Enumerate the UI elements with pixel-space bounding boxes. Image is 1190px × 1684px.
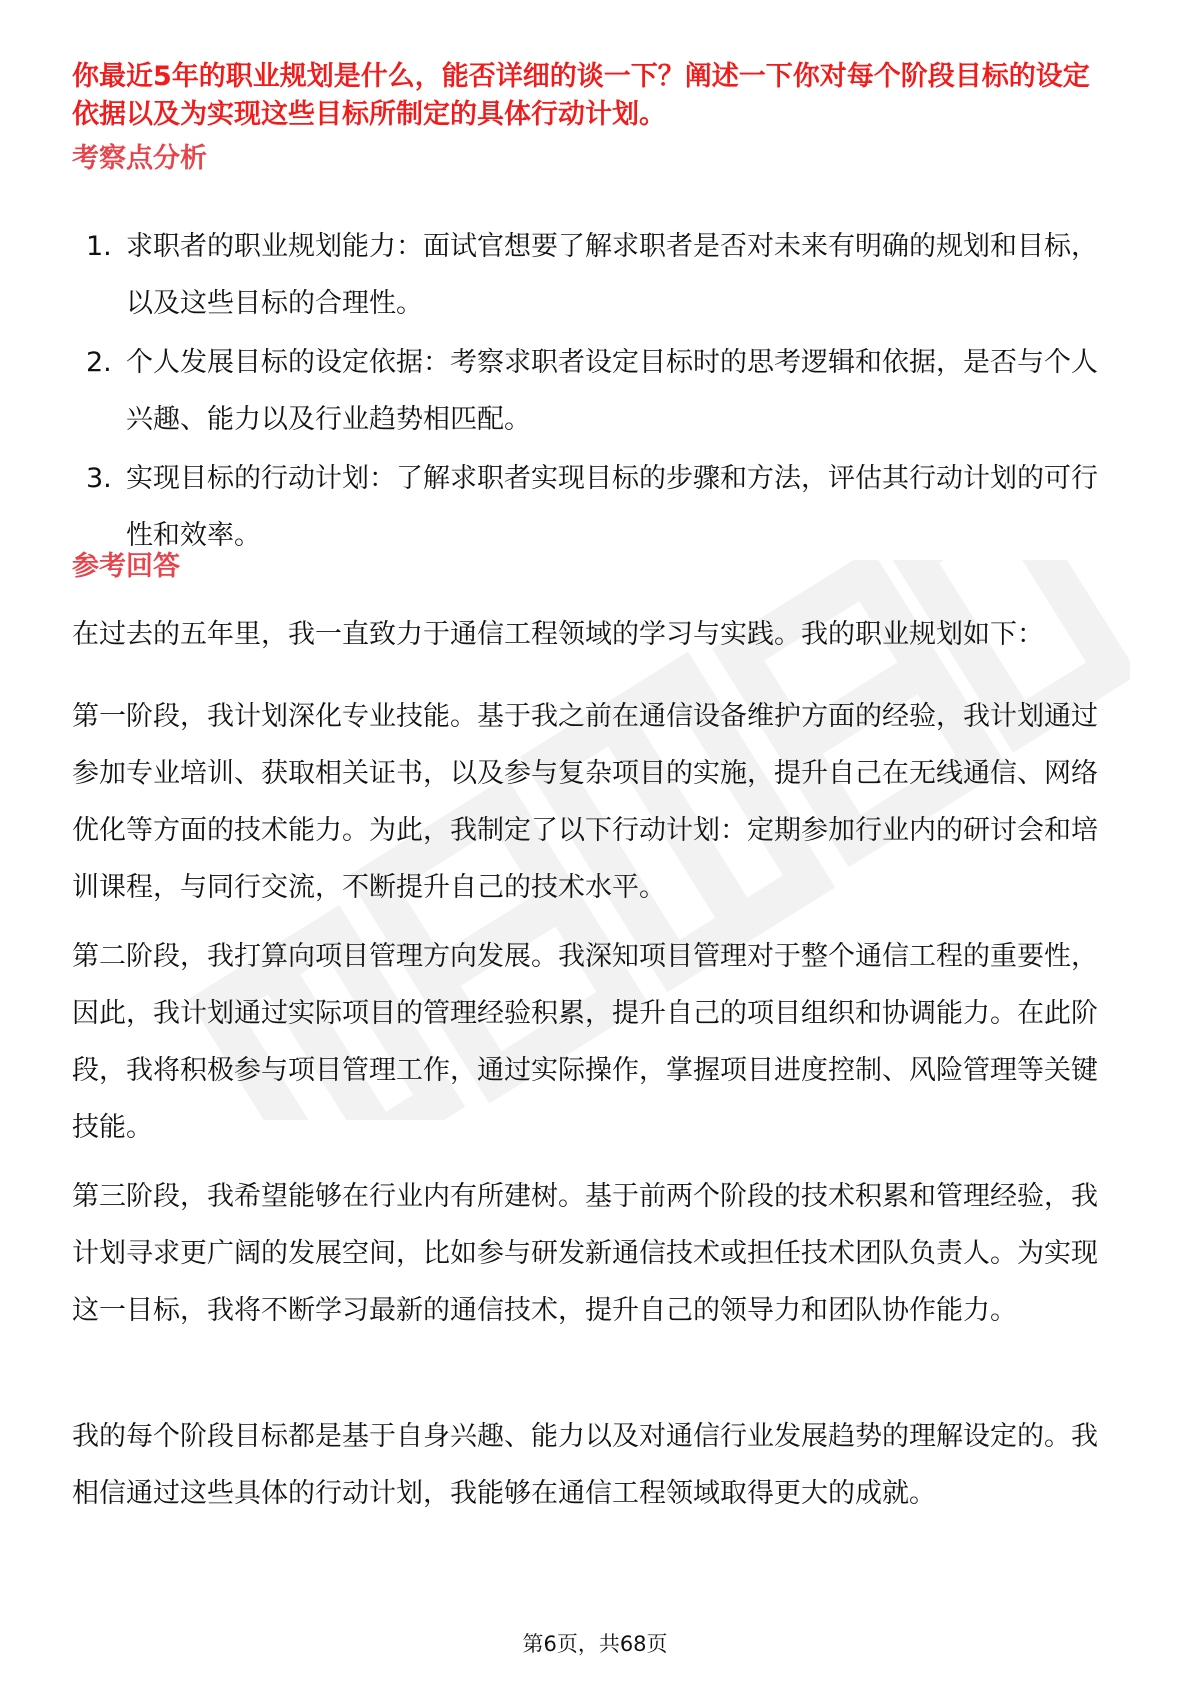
page-footer: 第6页，共68页 <box>522 1632 668 1656</box>
list-item-number: 3. <box>86 463 112 494</box>
analysis-list <box>72 218 1117 566</box>
answer-paragraph-stage-1: 第一阶段，我计划深化专业技能。基于我之前在通信设备维护方面的经验，我计划通过参加专业培训、获取相关证书，以及参与复杂项目的实施，提升自己在无线通信、网络优化等方面的技术能力。为此，我制定了以下行动计划：定期参加行业内的研讨会和培训课程，与同行交流，不断提升自己的技术水平。 <box>72 701 1098 903</box>
list-item-text: 个人发展目标的设定依据：考察求职者设定目标时的思考逻辑和依据，是否与个人兴趣、能力以及行业趋势相匹配。 <box>126 347 1098 435</box>
answer-paragraph-intro: 在过去的五年里，我一直致力于通信工程领域的学习与实践。我的职业规划如下： <box>72 619 1044 650</box>
list-item <box>72 450 1117 564</box>
list-item-number: 2. <box>86 347 112 378</box>
list-item-text: 实现目标的行动计划：了解求职者实现目标的步骤和方法，评估其行动计划的可行性和效率。 <box>126 463 1098 551</box>
answer-paragraph-stage-3: 第三阶段，我希望能够在行业内有所建树。基于前两个阶段的技术积累和管理经验，我计划寻求更广阔的发展空间，比如参与研发新通信技术或担任技术团队负责人。为实现这一目标，我将不断学习最新的通信技术，提升自己的领导力和团队协作能力。 <box>72 1181 1098 1326</box>
answer-heading: 参考回答 <box>72 551 180 582</box>
list-item-text: 求职者的职业规划能力：面试官想要了解求职者是否对未来有明确的规划和目标，以及这些目标的合理性。 <box>126 231 1098 319</box>
list-item <box>72 218 1117 332</box>
answer-paragraph-stage-2: 第二阶段，我打算向项目管理方向发展。我深知项目管理对于整个通信工程的重要性，因此，我计划通过实际项目的管理经验积累，提升自己的项目组织和协调能力。在此阶段，我将积极参与项目管理工作，通过实际操作，掌握项目进度控制、风险管理等关键技能。 <box>72 941 1098 1143</box>
question-title: 你最近5年的职业规划是什么，能否详细的谈一下？阐述一下你对每个阶段目标的设定依据以及为实现这些目标所制定的具体行动计划。 <box>72 61 1090 130</box>
list-item <box>72 334 1117 448</box>
analysis-heading: 考察点分析 <box>72 143 207 174</box>
answer-paragraph-summary: 我的每个阶段目标都是基于自身兴趣、能力以及对通信行业发展趋势的理解设定的。我相信通过这些具体的行动计划，我能够在通信工程领域取得更大的成就。 <box>72 1421 1098 1509</box>
list-item-number: 1. <box>86 231 112 262</box>
